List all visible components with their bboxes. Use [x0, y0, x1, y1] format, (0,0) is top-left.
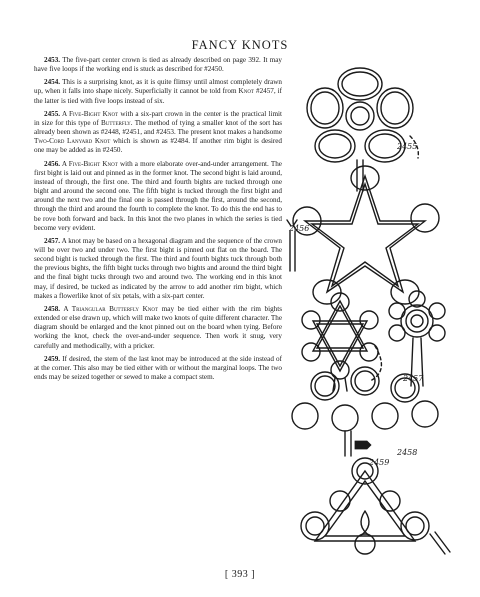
paragraph-2454: [34, 78, 282, 105]
paragraph-2456: [34, 160, 282, 233]
knot-2455-illustration: [307, 68, 418, 191]
paragraph-text: with a more elaborate over-and-under arrangement. The first bight is laid out and pinned as in the former knot. The second bight is laid around, instead of through, the first one. The third and fourth bights are tucked through one bight and around the second one. The fifth bight is tucked through the first bight and around the next two and the final one is passed through the first, around the second, through the third and around the fourth to complete the knot. To do this the end has to be rove both forward and back. In this knot the two planes in which the series is tied become very evident.: [34, 159, 282, 232]
figure-label-2458: 2458: [397, 448, 418, 457]
paragraph-2459: [34, 355, 282, 382]
page-title: FANCY KNOTS: [191, 38, 289, 52]
paragraph-number: 2459.: [44, 354, 61, 363]
page-number: [ 393 ]: [224, 569, 256, 580]
knot-name: Knot: [238, 87, 254, 96]
figure-label-2457: 2457: [403, 374, 424, 383]
paragraph-number: 2458.: [44, 304, 61, 313]
knot-name: Butterfly: [100, 118, 131, 127]
paragraph-text: The five-part center crown is tied as already described on page 392. It may have five loops if the working end is stuck as described for #2450.: [34, 56, 283, 74]
paragraph-text: This is a surprising knot, as it is quite flimsy until almost completely drawn up, when it falls into shape nicely. Superficially it cannot be told from: [34, 78, 282, 96]
paragraph-text: If desired, the stem of the last knot may be introduced at the side instead of at the corner. This also may be tied either with or without the marginal loops. The two ends may be seized together or sewed to make a compact stem.: [34, 354, 282, 381]
paragraph-text: may be tied either with the rim bights extended or else drawn up, which will make two knots of quite different character. The diagram should be enlarged and the knot pinned out on the board when tying. Before working the knot, check the over-and-under sequence. Then work it snug, very carefully and methodically, with a pricker.: [34, 304, 282, 350]
body-text-column: [34, 56, 282, 386]
knot-name: Triangular Butterfly Knot: [71, 304, 159, 313]
paragraph-text: . The method of tying a smaller knot of the sort has already been shown as #2448, #2451, and #2453. The present knot makes a handsome: [34, 118, 282, 137]
knot-illustrations: [285, 56, 455, 556]
paragraph-text: A: [63, 304, 72, 313]
paragraph-2457: [34, 237, 282, 301]
paragraph-number: 2453.: [44, 56, 61, 64]
paragraph-text: which is shown as #2484. If another rim bight is desired one may be added as in #2450.: [34, 137, 282, 155]
paragraph-number: 2455.: [44, 109, 61, 118]
paragraph-number: 2456.: [44, 159, 61, 168]
knot-name: Two-Cord Lanyard Knot: [34, 137, 111, 146]
knot-name: Five-Bight Knot: [69, 109, 119, 118]
paragraph-text: #2457, if the latter is tied with five loops instead of six.: [34, 87, 283, 105]
paragraph-2453: [34, 56, 282, 74]
paragraph-text: with a six-part crown in the center is the practical limit in size for this type of: [34, 109, 282, 127]
knot-2459-illustration: [301, 458, 450, 554]
paragraph-2455: [34, 110, 282, 156]
paragraph-text: A: [61, 109, 70, 118]
figure-label-2455: 2455: [397, 142, 418, 151]
figure-label-2459: 2459: [369, 458, 390, 467]
paragraph-text: A: [61, 159, 69, 168]
paragraph-2458: [34, 305, 282, 351]
figure-label-2456: 2456: [289, 224, 310, 233]
paragraph-text: A knot may be based on a hexagonal diagram and the sequence of the crown will be over two and under two. The first bight is pinned out flat on the board. The second bight is tucked through the first. The third and fourth bights tuck through both the previous bights, the fifth bight tucks through two bights and around the third bight and the final bight tucks through two and around two. The working end in this knot may, if desired, be tucked as indicated by the arrow to add another rim bight, which makes a flowerlike knot of six petals, with a six-part center.: [34, 236, 282, 300]
knot-name: Five-Bight Knot: [68, 159, 118, 168]
paragraph-number: 2457.: [44, 236, 61, 245]
paragraph-number: 2454.: [44, 78, 61, 87]
